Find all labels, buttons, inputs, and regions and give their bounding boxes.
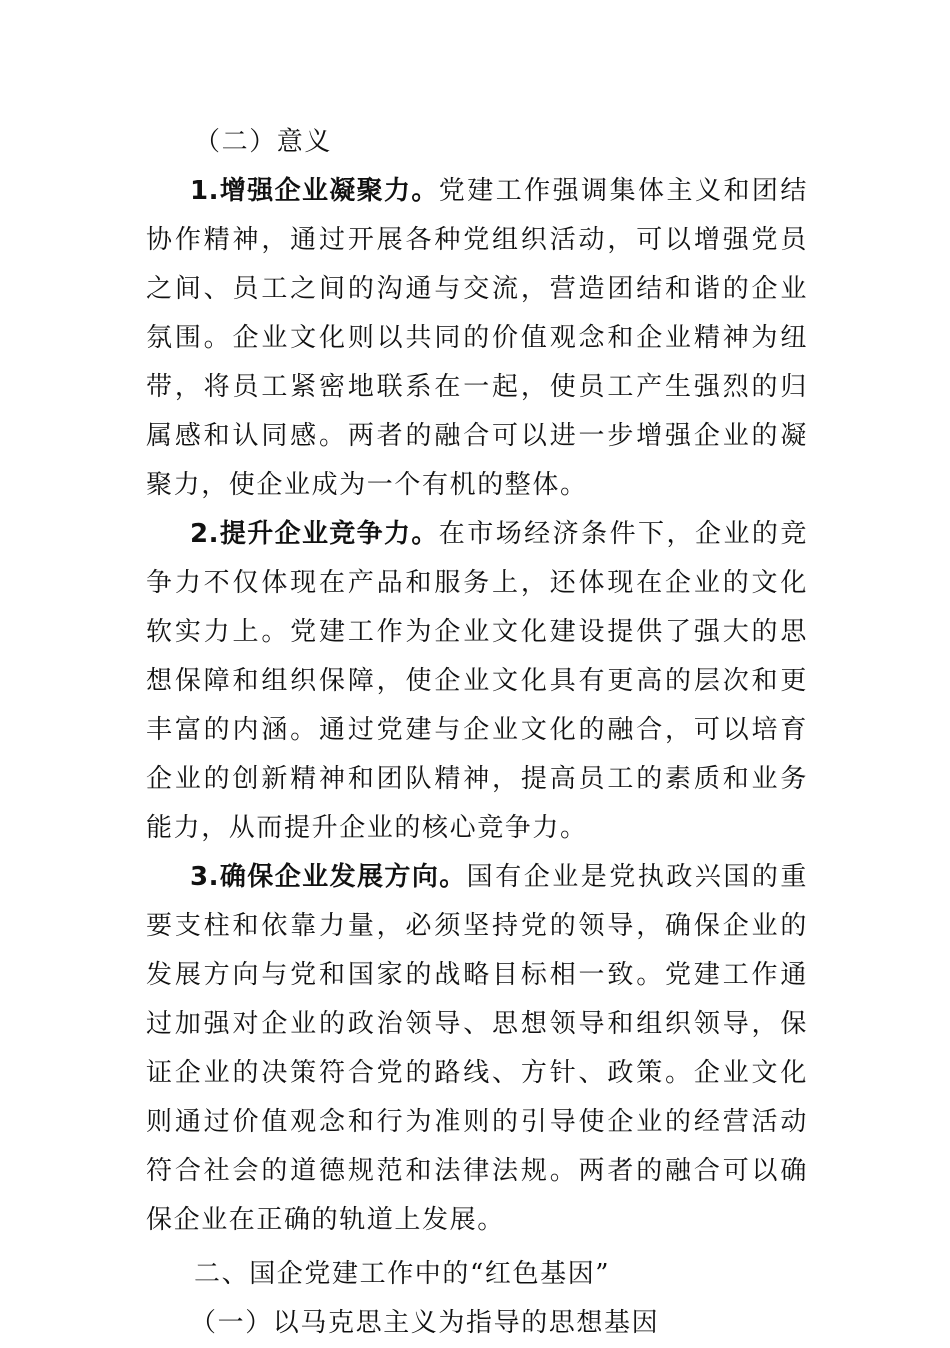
paragraph-lead-cohesion: 1.增强企业凝聚力。	[190, 176, 439, 206]
paragraph-text-competitiveness: 在市场经济条件下，企业的竞争力不仅体现在产品和服务上，还体现在企业的文化软实力上。党建工作为企业文化建设提供了强大的思想保障和组织保障，使企业文化具有更高的层次和更丰富的内涵。通过党建与企业文化的融合，可以培育企业的创新精神和团队精神，提高员工的素质和业务能力，从而提升企业的核心竞争力。	[146, 519, 808, 843]
paragraph-cohesion	[146, 167, 808, 510]
paragraph-text-direction: 国有企业是党执政兴国的重要支柱和依靠力量，必须坚持党的领导，确保企业的发展方向与党和国家的战略目标相一致。党建工作通过加强对企业的政治领导、思想领导和组织领导，保证企业的决策符合党的路线、方针、政策。企业文化则通过价值观念和行为准则的引导使企业的经营活动符合社会的道德规范和法律法规。两者的融合可以确保企业在正确的轨道上发展。	[146, 862, 808, 1235]
paragraph-text-cohesion: 党建工作强调集体主义和团结协作精神，通过开展各种党组织活动，可以增强党员之间、员工之间的沟通与交流，营造团结和谐的企业氛围。企业文化则以共同的价值观念和企业精神为纽带，将员工紧密地联系在一起，使员工产生强烈的归属感和认同感。两者的融合可以进一步增强企业的凝聚力，使企业成为一个有机的整体。	[146, 176, 808, 500]
subheading-significance: （二）意义	[194, 127, 333, 157]
section-two-heading: 二、国企党建工作中的“红色基因”	[194, 1259, 611, 1289]
document-body	[146, 118, 808, 1348]
paragraph-competitiveness	[146, 510, 808, 853]
paragraph-lead-direction: 3.确保企业发展方向。	[190, 862, 467, 892]
paragraph-direction	[146, 853, 808, 1245]
section-two-subheading: （一）以马克思主义为指导的思想基因	[190, 1308, 660, 1338]
paragraph-lead-competitiveness: 2.提升企业竞争力。	[190, 519, 439, 549]
